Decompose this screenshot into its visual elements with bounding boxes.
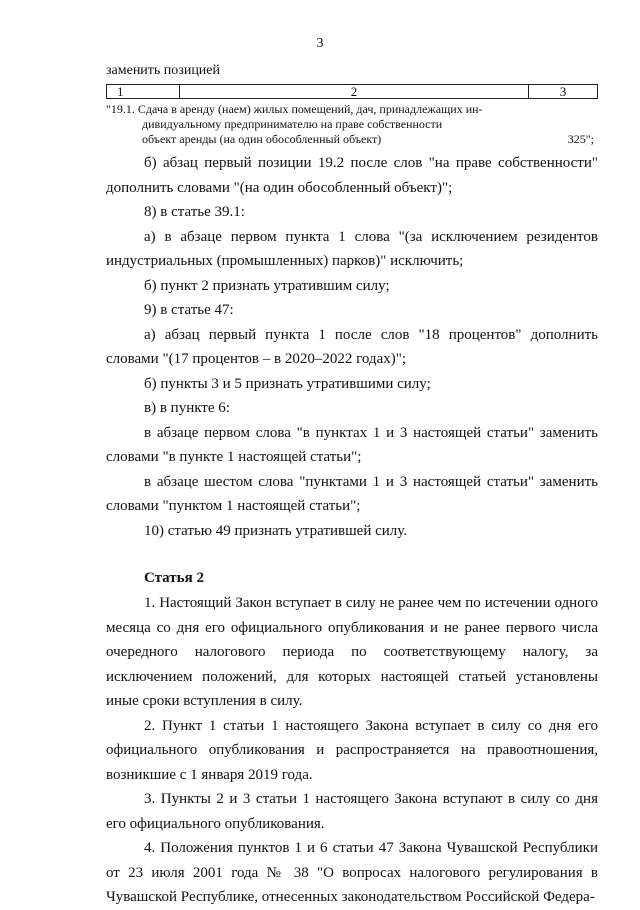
paragraph: 9) в статье 47: bbox=[144, 302, 234, 318]
paragraph: в абзаце первом слова "в пунктах 1 и 3 настоящей статьи" заменить словами "в пункте 1 настоящей статьи"; bbox=[106, 424, 598, 465]
paragraph: б) абзац первый позиции 19.2 после слов "на праве собственности" дополнить словами "(на один обособленный объект)"; bbox=[106, 155, 598, 196]
paragraph: а) абзац первый пункта 1 после слов "18 процентов" дополнить словами "(17 процентов – в 2020–2022 годах)"; bbox=[106, 326, 598, 367]
paragraph: в абзаце шестом слова "пунктами 1 и 3 настоящей статьи" заменить словами "пунктом 1 настоящей статьи"; bbox=[106, 473, 598, 514]
paragraph: 3. Пункты 2 и 3 статьи 1 настоящего Закона вступают в силу со дня его официального опубликования. bbox=[106, 791, 598, 832]
paragraph: б) пункт 2 признать утратившим силу; bbox=[144, 277, 390, 294]
table-entry bbox=[106, 102, 598, 147]
document-body bbox=[106, 62, 598, 910]
paragraph: 4. Положения пунктов 1 и 6 статьи 47 Закона Чувашской Республики от 23 июля 2001 года № 38 "О вопросах налогового регулирования в Чувашской Республике, отнесенных законодательством Российской Федера- bbox=[106, 840, 598, 905]
paragraph: 2. Пункт 1 статьи 1 настоящего Закона вступает в силу со дня его официального опубликования и распространяется на правоотношения, возникшие с 1 января 2019 года. bbox=[106, 717, 598, 783]
intro-line: заменить позицией bbox=[106, 63, 221, 78]
paragraph: в) в пункте 6: bbox=[144, 400, 230, 416]
table-header-cell: 2 bbox=[180, 85, 529, 99]
paragraph: 1. Настоящий Закон вступает в силу не ранее чем по истечении одного месяца со дня его официального опубликования и не ранее первого числа очередного налогового периода по соответствующему налогу, за исключением положений, для которых настоящей статьей установлены иные сроки вступления в силу. bbox=[106, 595, 598, 709]
amendments-list bbox=[106, 151, 598, 543]
table-entry-text: объект аренды (на один обособленный объект) bbox=[142, 132, 382, 146]
paragraph: 8) в статье 39.1: bbox=[144, 204, 245, 220]
table-entry-line: дивидуальному предпринимателю на праве собственности bbox=[142, 117, 443, 131]
table-header-row bbox=[107, 85, 598, 99]
table-entry-value: 325"; bbox=[567, 132, 594, 146]
article-heading: Статья 2 bbox=[144, 570, 204, 586]
article-2-body bbox=[106, 591, 598, 910]
page-number: 3 bbox=[316, 36, 324, 51]
table-entry-line: "19.1. Сдача в аренду (наем) жилых помещений, дач, принадлежащих ин- bbox=[106, 102, 483, 116]
paragraph: а) в абзаце первом пункта 1 слова "(за исключением резидентов индустриальных (промышленных) парков)" исключить; bbox=[106, 228, 598, 269]
table-header-cell: 3 bbox=[529, 85, 598, 99]
reference-table bbox=[106, 84, 598, 99]
table-header-cell: 1 bbox=[107, 85, 180, 99]
paragraph: б) пункты 3 и 5 признать утратившими силу; bbox=[144, 375, 431, 392]
paragraph: 10) статью 49 признать утратившей силу. bbox=[144, 522, 408, 539]
table-entry-line bbox=[106, 132, 598, 147]
